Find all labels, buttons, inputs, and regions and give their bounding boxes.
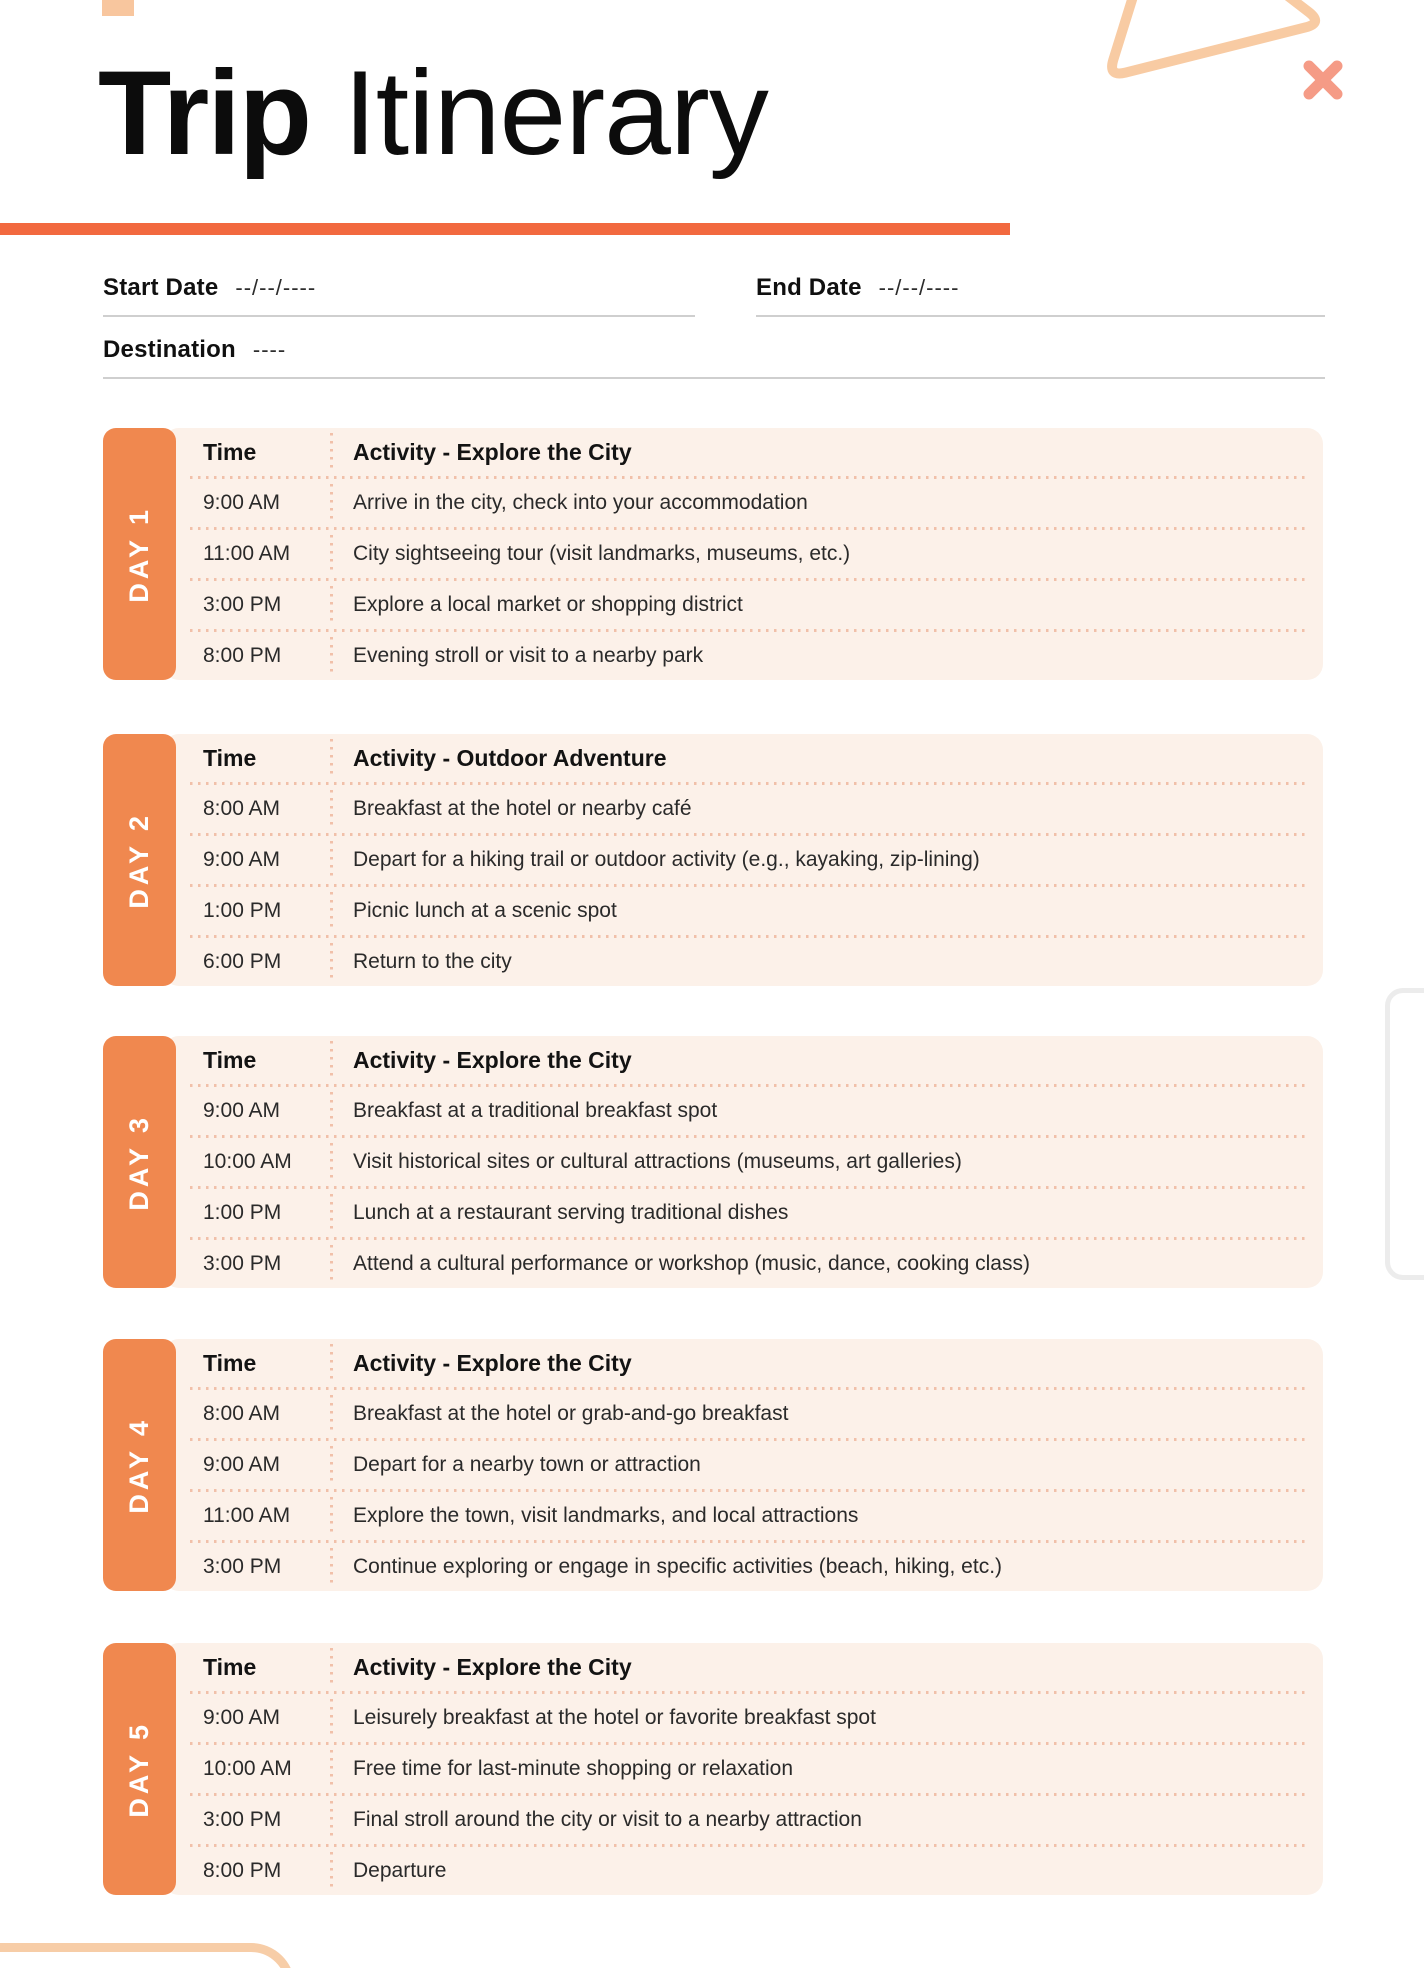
time-cell: 1:00 PM xyxy=(203,1200,282,1224)
table-row xyxy=(163,530,1323,578)
time-column-header: Time xyxy=(203,1349,257,1376)
activity-cell: Return to the city xyxy=(330,938,1323,986)
table-row xyxy=(163,836,1323,884)
table-header-row xyxy=(163,1643,1323,1691)
destination-field[interactable] xyxy=(103,336,1325,379)
time-cell: 9:00 AM xyxy=(203,1706,281,1730)
activity-cell: City sightseeing tour (visit landmarks, museums, etc.) xyxy=(330,530,1323,578)
time-cell: 9:00 AM xyxy=(203,848,281,872)
time-cell: 8:00 PM xyxy=(203,1858,282,1882)
day-3-section xyxy=(103,1036,1323,1288)
table-row xyxy=(163,887,1323,935)
time-cell: 3:00 PM xyxy=(203,1251,282,1275)
time-cell: 10:00 AM xyxy=(203,1150,292,1174)
table-header-row xyxy=(163,1339,1323,1387)
activity-cell: Explore a local market or shopping district xyxy=(330,581,1323,629)
day-3-table xyxy=(163,1036,1323,1288)
table-header-row xyxy=(163,1036,1323,1084)
day-3-badge xyxy=(103,1036,176,1288)
decor-peach-rectangle xyxy=(102,0,134,16)
table-row xyxy=(163,1796,1323,1844)
table-header-row xyxy=(163,734,1323,782)
day-4-table xyxy=(163,1339,1323,1591)
end-date-field[interactable] xyxy=(756,274,1325,317)
destination-label: Destination xyxy=(103,336,236,363)
activity-cell: Picnic lunch at a scenic spot xyxy=(330,887,1323,935)
table-row xyxy=(163,1390,1323,1438)
day-2-table xyxy=(163,734,1323,986)
day-1-badge-label: DAY 1 xyxy=(124,505,154,603)
time-cell: 11:00 AM xyxy=(203,542,291,566)
table-row xyxy=(163,785,1323,833)
activity-cell: Lunch at a restaurant serving traditional dishes xyxy=(330,1189,1323,1237)
activity-cell: Depart for a nearby town or attraction xyxy=(330,1441,1323,1489)
decor-gray-frame xyxy=(1385,988,1424,1280)
day-4-badge-label: DAY 4 xyxy=(124,1416,154,1514)
activity-cell: Free time for last-minute shopping or relaxation xyxy=(330,1745,1323,1793)
activity-column-header: Activity - Explore the City xyxy=(330,1339,1323,1387)
activity-cell: Breakfast at the hotel or grab-and-go breakfast xyxy=(330,1390,1323,1438)
time-cell: 8:00 AM xyxy=(203,797,281,821)
time-column-header: Time xyxy=(203,438,257,465)
activity-cell: Explore the town, visit landmarks, and local attractions xyxy=(330,1492,1323,1540)
table-row xyxy=(163,1189,1323,1237)
activity-column-header: Activity - Explore the City xyxy=(330,1036,1323,1084)
activity-cell: Visit historical sites or cultural attractions (museums, art galleries) xyxy=(330,1138,1323,1186)
table-header-row xyxy=(163,428,1323,476)
time-cell: 6:00 PM xyxy=(203,949,282,973)
day-1-section xyxy=(103,428,1323,680)
day-2-badge-label: DAY 2 xyxy=(124,811,154,909)
activity-cell: Breakfast at a traditional breakfast spot xyxy=(330,1087,1323,1135)
page-title xyxy=(98,38,768,188)
activity-cell: Evening stroll or visit to a nearby park xyxy=(330,632,1323,680)
time-cell: 9:00 AM xyxy=(203,491,281,515)
activity-cell: Final stroll around the city or visit to a nearby attraction xyxy=(330,1796,1323,1844)
day-5-section xyxy=(103,1643,1323,1895)
page-title-bold: Trip xyxy=(98,46,311,180)
decor-x-icon xyxy=(1300,57,1346,103)
day-5-badge xyxy=(103,1643,176,1895)
time-column-header: Time xyxy=(203,1046,257,1073)
time-cell: 8:00 AM xyxy=(203,1402,281,1426)
activity-cell: Leisurely breakfast at the hotel or favorite breakfast spot xyxy=(330,1694,1323,1742)
activity-column-header: Activity - Explore the City xyxy=(330,1643,1323,1691)
end-date-label: End Date xyxy=(756,274,862,301)
title-underline-rule xyxy=(0,223,1010,235)
activity-column-header: Activity - Explore the City xyxy=(330,428,1323,476)
table-row xyxy=(163,938,1323,986)
table-row xyxy=(163,1543,1323,1591)
time-cell: 3:00 PM xyxy=(203,592,282,616)
table-row xyxy=(163,1492,1323,1540)
day-5-table xyxy=(163,1643,1323,1895)
start-date-label: Start Date xyxy=(103,274,219,301)
destination-value[interactable]: ---- xyxy=(252,337,287,362)
activity-column-header: Activity - Outdoor Adventure xyxy=(330,734,1323,782)
time-cell: 1:00 PM xyxy=(203,898,282,922)
end-date-value[interactable]: --/--/---- xyxy=(878,275,960,300)
table-row xyxy=(163,1087,1323,1135)
day-2-section xyxy=(103,734,1323,986)
activity-cell: Arrive in the city, check into your accommodation xyxy=(330,479,1323,527)
table-row xyxy=(163,1847,1323,1895)
table-row xyxy=(163,1694,1323,1742)
time-cell: 3:00 PM xyxy=(203,1554,282,1578)
time-cell: 9:00 AM xyxy=(203,1099,281,1123)
day-1-badge xyxy=(103,428,176,680)
start-date-field[interactable] xyxy=(103,274,695,317)
activity-cell: Continue exploring or engage in specific activities (beach, hiking, etc.) xyxy=(330,1543,1323,1591)
day-2-badge xyxy=(103,734,176,986)
day-4-badge xyxy=(103,1339,176,1591)
table-row xyxy=(163,1745,1323,1793)
activity-cell: Depart for a hiking trail or outdoor activity (e.g., kayaking, zip-lining) xyxy=(330,836,1323,884)
day-1-table xyxy=(163,428,1323,680)
time-column-header: Time xyxy=(203,1653,257,1680)
table-row xyxy=(163,581,1323,629)
time-column-header: Time xyxy=(203,744,257,771)
activity-cell: Attend a cultural performance or workshop (music, dance, cooking class) xyxy=(330,1240,1323,1288)
activity-cell: Breakfast at the hotel or nearby café xyxy=(330,785,1323,833)
start-date-value[interactable]: --/--/---- xyxy=(235,275,317,300)
table-row xyxy=(163,632,1323,680)
day-5-badge-label: DAY 5 xyxy=(124,1720,154,1818)
table-row xyxy=(163,479,1323,527)
decor-triangle-outline-icon xyxy=(1080,0,1424,120)
table-row xyxy=(163,1138,1323,1186)
time-cell: 11:00 AM xyxy=(203,1503,291,1527)
time-cell: 9:00 AM xyxy=(203,1453,281,1477)
table-row xyxy=(163,1441,1323,1489)
activity-cell: Departure xyxy=(330,1847,1323,1895)
page-title-light: Itinerary xyxy=(343,46,768,180)
day-3-badge-label: DAY 3 xyxy=(124,1113,154,1211)
time-cell: 8:00 PM xyxy=(203,643,282,667)
decor-bottom-frame xyxy=(0,1943,295,1968)
time-cell: 3:00 PM xyxy=(203,1807,282,1831)
table-row xyxy=(163,1240,1323,1288)
time-cell: 10:00 AM xyxy=(203,1757,292,1781)
day-4-section xyxy=(103,1339,1323,1591)
